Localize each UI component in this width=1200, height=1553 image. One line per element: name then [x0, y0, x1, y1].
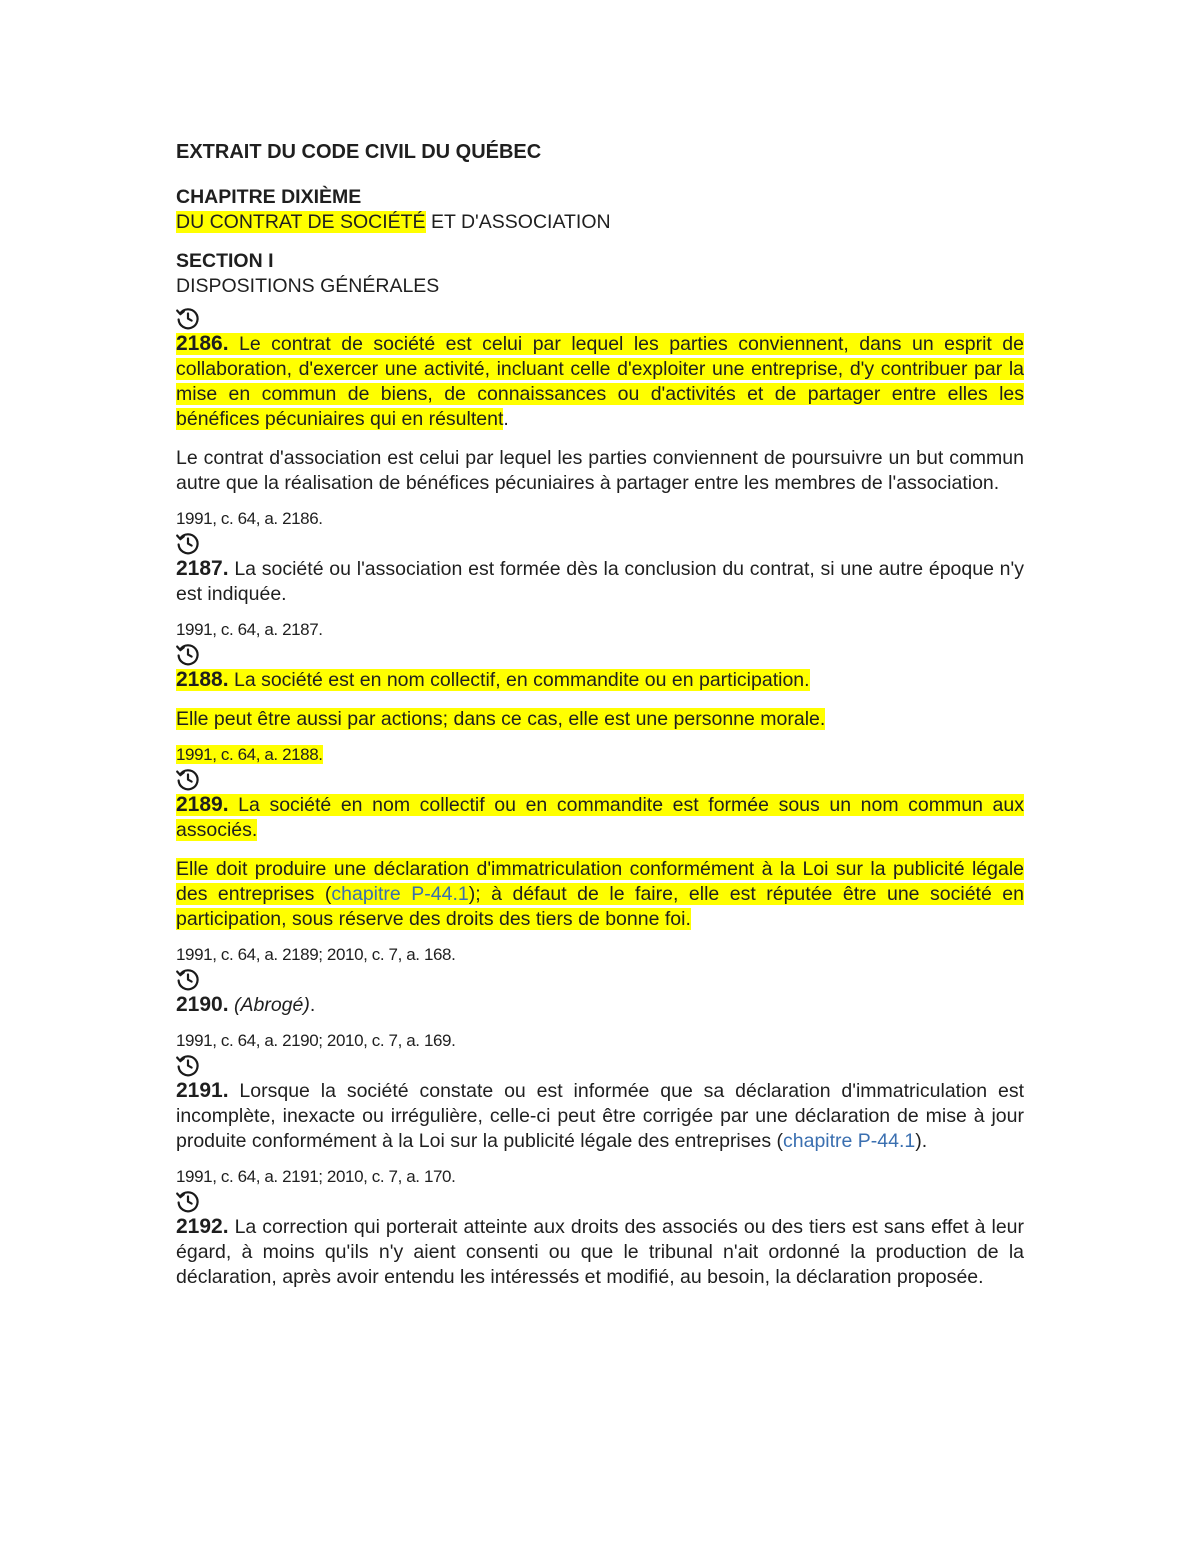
article-citation: 1991, c. 64, a. 2189; 2010, c. 7, a. 168.	[176, 945, 456, 964]
article-paragraph	[176, 331, 1024, 432]
article-paragraph	[176, 792, 1024, 843]
article-number: 2190.	[176, 993, 229, 1016]
article-text: La société ou l'association est formée dès la conclusion du contrat, si une autre époque n'y est indiquée.	[176, 558, 1024, 605]
article-number: 2186.	[176, 332, 229, 355]
section-label: SECTION I	[176, 250, 274, 272]
chapter-subtitle-rest: ET D'ASSOCIATION	[425, 211, 611, 233]
chapter-subtitle-highlight: DU CONTRAT DE SOCIÉTÉ	[176, 211, 426, 233]
history-clock-icon[interactable]	[174, 766, 202, 792]
history-clock-icon[interactable]	[174, 641, 202, 667]
article-citation: 1991, c. 64, a. 2186.	[176, 509, 323, 528]
section-subtitle: DISPOSITIONS GÉNÉRALES	[176, 275, 440, 297]
article-2192	[176, 1188, 1024, 1290]
article-paragraph	[176, 667, 1024, 693]
law-link[interactable]: chapitre P-44.1	[331, 883, 469, 905]
article-2188	[176, 641, 1024, 766]
article-citation: 1991, c. 64, a. 2191; 2010, c. 7, a. 170.	[176, 1167, 456, 1186]
article-paragraph: Elle doit produire une déclaration d'immatriculation conformément à la Loi sur la publicité légale des entreprises (chapitre P-44.1); à défaut de le faire, elle est réputée être une société en participation, sous réserve des droits des tiers de bonne foi.	[176, 858, 1024, 930]
article-paragraph: Elle peut être aussi par actions; dans ce cas, elle est une personne morale.	[176, 708, 826, 730]
history-clock-icon[interactable]	[174, 1052, 202, 1078]
article-citation: 1991, c. 64, a. 2188.	[176, 745, 323, 764]
article-2190	[176, 966, 1024, 1052]
document-page	[176, 140, 1024, 1290]
article-paragraph	[176, 1214, 1024, 1290]
article-paragraph: Le contrat d'association est celui par lequel les parties conviennent de poursuivre un but commun autre que la réalisation de bénéfices pécuniaires à partager entre les membres de l'association.	[176, 447, 1024, 494]
article-number: 2189.	[176, 793, 229, 816]
law-link[interactable]: chapitre P-44.1	[783, 1130, 916, 1152]
article-text: (Abrogé)	[233, 994, 310, 1016]
history-clock-icon[interactable]	[174, 530, 202, 556]
document-title: EXTRAIT DU CODE CIVIL DU QUÉBEC	[176, 141, 542, 163]
article-citation: 1991, c. 64, a. 2187.	[176, 620, 323, 639]
history-clock-icon[interactable]	[174, 305, 202, 331]
article-number: 2192.	[176, 1215, 229, 1238]
article-2191	[176, 1052, 1024, 1188]
article-2187	[176, 530, 1024, 641]
chapter-label: CHAPITRE DIXIÈME	[176, 186, 362, 208]
article-text: Le contrat de société est celui par lequel les parties conviennent, dans un esprit de collaboration, d'exercer une activité, incluant celle d'exploiter une entreprise, d'y contribuer par la mise en commun de biens, de connaissances ou d'activités et de partager entre elles les bénéfices pécuniaires qui en résultent	[176, 333, 1024, 430]
article-number: 2188.	[176, 668, 229, 691]
article-2189	[176, 766, 1024, 966]
article-text: La société en nom collectif ou en commandite est formée sous un nom commun aux associés.	[176, 794, 1024, 841]
history-clock-icon[interactable]	[174, 966, 202, 992]
article-text: La correction qui porterait atteinte aux droits des associés ou des tiers est sans effet à leur égard, à moins qu'ils n'y aient consenti ou que le tribunal n'ait ordonné la production de la déclaration, après avoir entendu les intéressés et modifié, au besoin, la déclaration proposée.	[176, 1216, 1024, 1288]
article-paragraph: 2191. Lorsque la société constate ou est informée que sa déclaration d'immatriculation est incomplète, inexacte ou irrégulière, celle-ci peut être corrigée par une déclaration de mise à jour produite conformément à la Loi sur la publicité légale des entreprises (chapitre P-44.1).	[176, 1079, 1024, 1152]
history-clock-icon[interactable]	[174, 1188, 202, 1214]
article-paragraph	[176, 556, 1024, 607]
article-text: La société est en nom collectif, en commandite ou en participation.	[228, 669, 810, 691]
chapter-subtitle	[176, 210, 1024, 235]
article-number: 2191.	[176, 1079, 229, 1102]
article-text-end: .	[503, 408, 509, 430]
article-2186	[176, 305, 1024, 530]
article-number: 2187.	[176, 557, 229, 580]
article-citation: 1991, c. 64, a. 2190; 2010, c. 7, a. 169.	[176, 1031, 456, 1050]
article-paragraph: 2190. (Abrogé).	[176, 993, 316, 1016]
